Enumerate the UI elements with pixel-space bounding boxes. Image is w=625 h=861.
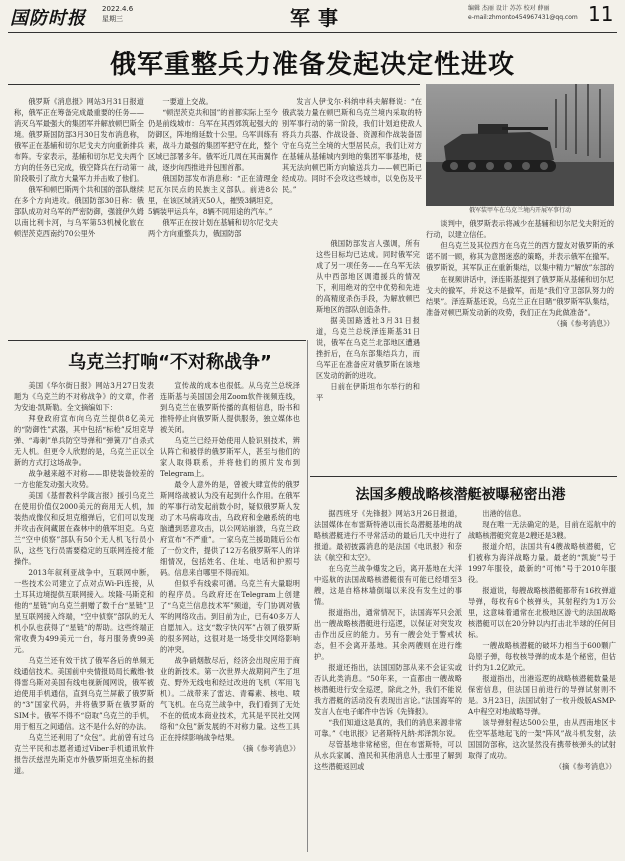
article1-rule (8, 84, 420, 85)
article1-column-1 (14, 96, 144, 332)
paragraph: 该导弹射程达500公里，由从西南地区卡佐空军基地起飞的一架“阵风”战斗机发射，法国国防部称，这次显然没有携带核弹头的试射取得了成功。 (468, 718, 616, 760)
paragraph: “我们知道这是真的，我们的消息来源非常可靠。”《电讯报》记者斯特凡纳·邦泽凯尔说。 (314, 718, 462, 738)
paragraph: 据西班牙《先锋报》网站3月26日报道，法国媒体在布雷斯特港以南长岛潜艇基地的战略核潜艇进行不寻常活动的最后几天中进行了报道。最初披露消息的是法国《电讯报》和奈法《航空和太空》。 (314, 509, 462, 562)
paragraph: 俄军和顿巴斯两个共和国的部队继续在多个方向进攻。俄国防部30日称：俄部队成功对乌军的严密防御，强渡伊久姆以南比利卡河，与乌军第53机械化旅在顿涅茨克西南约70公里外 (14, 185, 144, 238)
article1-column-3b (316, 238, 420, 470)
paragraph: 报道介绍，法国共有4艘战略核潜艇，它们被称为海洋战略力量。最老的“凯旋”号于1997年服役，最新的“可怖”号于2010年服役。 (468, 542, 616, 584)
article2-top-rule (8, 340, 306, 341)
paragraph: “顿涅茨克共和国”的首都实际上至今仍是前线城市：乌军在其西郊筑起强大的防御区，阵地绵延数十公里。乌军训练有素，战斗力最强的集团军把守在此，整个区域已部署多年。俄军近几周在其南翼作战，逐步向西推进并包围首都。 (148, 108, 278, 172)
section-title: 军事 (290, 6, 346, 30)
military-vehicle-photo (426, 84, 614, 206)
article1-column-2 (148, 96, 278, 332)
paragraph: 但似乎有线索可循。乌克兰有大量聪明的程序员。乌政府还在Telegram上创建了“乌克兰信息技术军”频道，专门协调对俄军的网络攻击。到目前为止，已有40多万人自愿加入。这支“数字快闪军”占领了俄罗斯的很多网站，这很对是一场受非交网络影响的冲突。 (160, 579, 300, 654)
paragraph: 乌克兰还有效干扰了俄军各后的单频无线通信技术。美国前中央情报局局长戴维·彼得雷乌斯对美国有线电视新闻网说，俄军被迫使用手机通信，直到乌克兰屏蔽了俄罗斯的“3”国家代码，并将俄罗斯在俄罗斯的SIM卡。俄军不得不“窃取”乌克兰的手机，用于相互之间通信。这不是什么好的办法。 (14, 656, 154, 731)
photo-caption: 俄军装甲车在乌克兰境内开展军事行动 (468, 207, 571, 214)
paragraph: 据美国路透社3月31日报道，乌克兰总统泽连斯基31日说，俄军在乌克兰北部地区遭遇挫折后，在乌东部集结兵力，而乌军正在准备应对俄罗斯在该地区发动的新的进攻。 (316, 316, 420, 380)
paragraph: 出港的信息。 (482, 509, 526, 518)
paragraph: 俄罗斯《消息报》网站3月31日报道称，俄军正在筹备完成最重要的任务——消灭乌军最强大的集团军并解放顿巴斯全境。俄罗斯国防部3月30日发布消息称，俄军正在基辅和切尔尼戈夫方向重新排兵布阵。专家表示，基辅和切尔尼戈夫两个方向的任务已完成，俄空降兵在行动第一阶段吸引了敌方大量军力并击败了他们。 (14, 97, 144, 183)
page-header (0, 0, 625, 32)
paragraph: 但乌克兰及其位西方在乌克兰的西方盟友对俄罗斯的承诺不屑一顾，称其为意图迷惑的策略，并表示俄军在撤军。俄罗斯说，其军队正在重新集结，以集中精力“解放”东部的 (426, 241, 614, 272)
paragraph: 俄国防部发布消息称：“正在清理金尼瓦尔民点的民族主义部队。前进8公里，在该区域消灭50人，摧毁3辆坦克，5辆装甲运兵车，8辆不同用途的汽车。” (148, 174, 278, 216)
header-rule (8, 32, 617, 33)
article3-headline: 法国多艘战略核潜艇被曝秘密出港 (355, 487, 566, 503)
paragraph: 报道说，每艘战略核潜艇都带有16枚弹道导弹，每枚有6个核弹头，其射程约为1万公里，这意味着通常在北极地区游弋的法国战略核潜艇可以在20分钟以内打击北半球的任何目标。 (468, 586, 616, 639)
contact-email: e-mail:zhmonto454967431@qq.com (468, 14, 578, 21)
page-number: 11 (588, 2, 614, 26)
paragraph: 乌克兰还利用了“众包”。此前曾有过乌克兰平民和志愿者通过Viber手机通讯软件报告沃兹涅先斯克市外俄罗斯坦克坐标的报道。 (14, 733, 154, 775)
article1-credit: （摘《参考消息》） (552, 319, 614, 328)
paragraph: 俄军正在按计划在基辅和切尔尼戈夫两个方向重整兵力，俄国防部 (148, 218, 278, 238)
article1-column-4b (426, 274, 614, 470)
article3-column-1 (314, 508, 462, 850)
editor-info (468, 4, 578, 22)
paragraph: 战争越来越不对称——即使装备较差的一方也能发动强大攻势。 (14, 469, 154, 489)
paragraph: 战争硝烟散尽后，经济会出现应用于商业的新技术。第一次世界大战期间产生了坦克、野外无线电和经过改进的飞机（军用飞机）。二战带来了雷达、青霉素、核电、喷气飞机。在乌克兰战争中，我们看到了无处不在的低成本商业技术，尤其是平民社交网络和“众包”新发展的不对称力量。这些工具正在持续影响战争结果。 (160, 656, 300, 742)
paragraph: 谈判中，俄罗斯表示将减少在基辅和切尔尼戈夫附近的行动，以建立信任。 (426, 219, 614, 239)
paragraph: 2013年叙利亚战争中，互联网中断，一些技术公司建立了点对点Wi-Fi连接，从土耳其边境提供互联网接入。埃隆·马斯克和他的“星链”向乌克兰捐赠了数千台“星链”卫星互联网接入终端，“空中侦察”部队的无人机小队也获得了“星链”的帮助。这些终端正常收费为499美元一台，每月服务费99美元。 (14, 568, 154, 654)
article1-column-3a (282, 96, 422, 236)
issue-date: 2022.4.6 (102, 5, 134, 13)
article3-top-rule (310, 476, 617, 477)
paragraph: 一艘战略核潜艇的破坏力相当于600颗广岛原子弹，每枚核导弹的成本是个秘密，但估计约为1.2亿欧元。 (468, 641, 616, 672)
paragraph: 美国《基督教科学箴言报》援引乌克兰在使用价值仅2000美元的商用无人机，加装热成像仪和反坦克榴弹后，它们可以发现并攻击夜间藏匿在森林中的俄军坦克。乌克兰“空中侦察”部队有50个无人机飞行员小队，这些飞行员需要稳定的互联网连接才能操作。 (14, 491, 154, 566)
paragraph: 一要道上交战。 (162, 97, 213, 106)
paragraph: 尽管基地非常秘密，但在布雷斯特，可以从水兵家属、渔民和其他消息人士那里了解到这些潜艇返回或 (314, 740, 462, 771)
paragraph: 报道指出，出港巡逻的战略核潜艇数量是保密信息，但法国日前进行的导弹试射则不是。3月23日，法国试射了一枚升级版ASMP-A中程空对地战略导弹。 (468, 674, 616, 716)
armored-vehicle-image (426, 84, 614, 206)
article2-column-1 (14, 380, 154, 850)
paragraph: 在乌克兰战争爆发之后，离开基地在大洋中巡航的法国战略核潜艇很有可能已经增至3艘，这是自格林墙倒塌以来没有发生过的事情。 (314, 564, 462, 606)
paragraph: 最令人意外的是，曾被大肆宣传的俄罗斯网络战被认为没有起到什么作用。在俄军的军事行动发起前数小时，疑似俄罗斯人发动了木马病毒攻击，乌政府和金融系统的电脑遭到恶意攻击，以公网站崩溃，乌克兰政府宣布“不严重”。一家乌克兰援助随后公布了一份文件，提供了12万名俄罗斯军人的详细情况，包括姓名、住址、电话和护照号码。信息来自哪里不得而知。 (160, 480, 300, 577)
article2-headline: 乌克兰打响“不对称战争” (68, 352, 272, 373)
article2-column-2 (160, 380, 300, 850)
paragraph: 美国《华尔街日报》网站3月27日发表题为《乌克兰的不对称战争》的文章，作者为安迪·凯斯勒。全文摘编如下： (14, 381, 154, 412)
issue-weekday: 星期三 (102, 15, 123, 23)
paragraph: 报道指出，通常情况下，法国海军只会派出一艘战略核潜艇进行巡逻，以保证对突发攻击作出反应的能力。另有一艘会处于警戒状态，但不会离开基地。其余两艘则在进行维护。 (314, 608, 462, 661)
article1-column-4a (426, 218, 614, 272)
paragraph: 拜登政府宣布向乌克兰提供8亿美元的“防御性”武器，其中包括“标枪”反坦克导弹、“毒刺”单兵防空导弹和“弹簧刀”自杀式无人机。但更令人欣慰的是，乌克兰正以全新的方式打这场战争。 (14, 414, 154, 467)
column-divider (307, 340, 308, 852)
issue-date-box (102, 4, 133, 24)
article3-column-2 (468, 508, 616, 850)
paragraph: 俄国防部发言人强调，所有这些目标均已达成。同时俄军完成了另一项任务——在乌军无法从中西部地区调遣援兵的情况下，利用绝对的空中优势和先进的高精度杀伤手段，为解放顿巴斯地区的部队创造条件。 (316, 239, 420, 314)
paragraph: 宣传战的成本也很低。从乌克兰总统泽连斯基与美国国会用Zoom软件视频连线，到乌克兰在俄罗斯传播的真相信息，盼书和推特停止向俄罗斯人提供服务，独立媒体也被关闭。 (160, 381, 300, 434)
paragraph: 现在唯一无法确定的是，目前在巡航中的战略核潜艇究竟是2艘还是3艘。 (468, 520, 616, 540)
editor-credits: 编辑 杰丽 设计 苏苏 校对 薛丽 (468, 5, 550, 12)
paragraph: 发言人伊戈尔·科纳申科夫解释说：“在俄武装力量在顿巴斯和乌克兰境内采取的特别军事行动的第一阶段，我们计划迫使敌人将兵力兵器、作战设备、资源和作战装备固守在乌克兰全境的大型居民点，我们让对方在基辅从基辅城内到地的集团军事基地，使其无法向顿巴斯方向输送兵力——顿巴斯已经成功。同时不会攻这些城市，以免伤及平民。” (282, 97, 422, 194)
paragraph: 日前在伊斯坦布尔举行的和平 (316, 382, 420, 402)
paragraph: 报道还指出，法国国防部从来不会证实或否认此类消息。“50年来，一直都由一艘战略核潜艇进行安全巡逻，除此之外，我们不能说我方潜艇的活动没有表现出言论。”法国海军的发言人在电子邮件中告诉《先锋报》。 (314, 663, 462, 716)
newspaper-logo: 国防时报 (10, 8, 86, 29)
article3-credit: （摘《参考消息》） (554, 762, 616, 771)
article1-headline: 俄军重整兵力准备发起决定性进攻 (109, 50, 515, 80)
article2-credit: （摘《参考消息》） (238, 744, 300, 753)
paragraph: 乌克兰已经开始使用人脸识别技术，辨认阵亡和被俘的俄罗斯军人，甚至与他们的家人取得联系，并将他们的照片发布到Telegram上。 (160, 436, 300, 478)
paragraph: 在视频讲话中，泽连斯基提到了俄罗斯从基辅和切尔尼戈夫的撤军，并说这不是撤军，而是“我们守卫部队努力的结果”。泽连斯基还说，乌克兰正在目睹“俄罗斯军队集结，准备对顿巴斯发动新的攻势，我们正在为此做准备”。 (426, 275, 614, 317)
